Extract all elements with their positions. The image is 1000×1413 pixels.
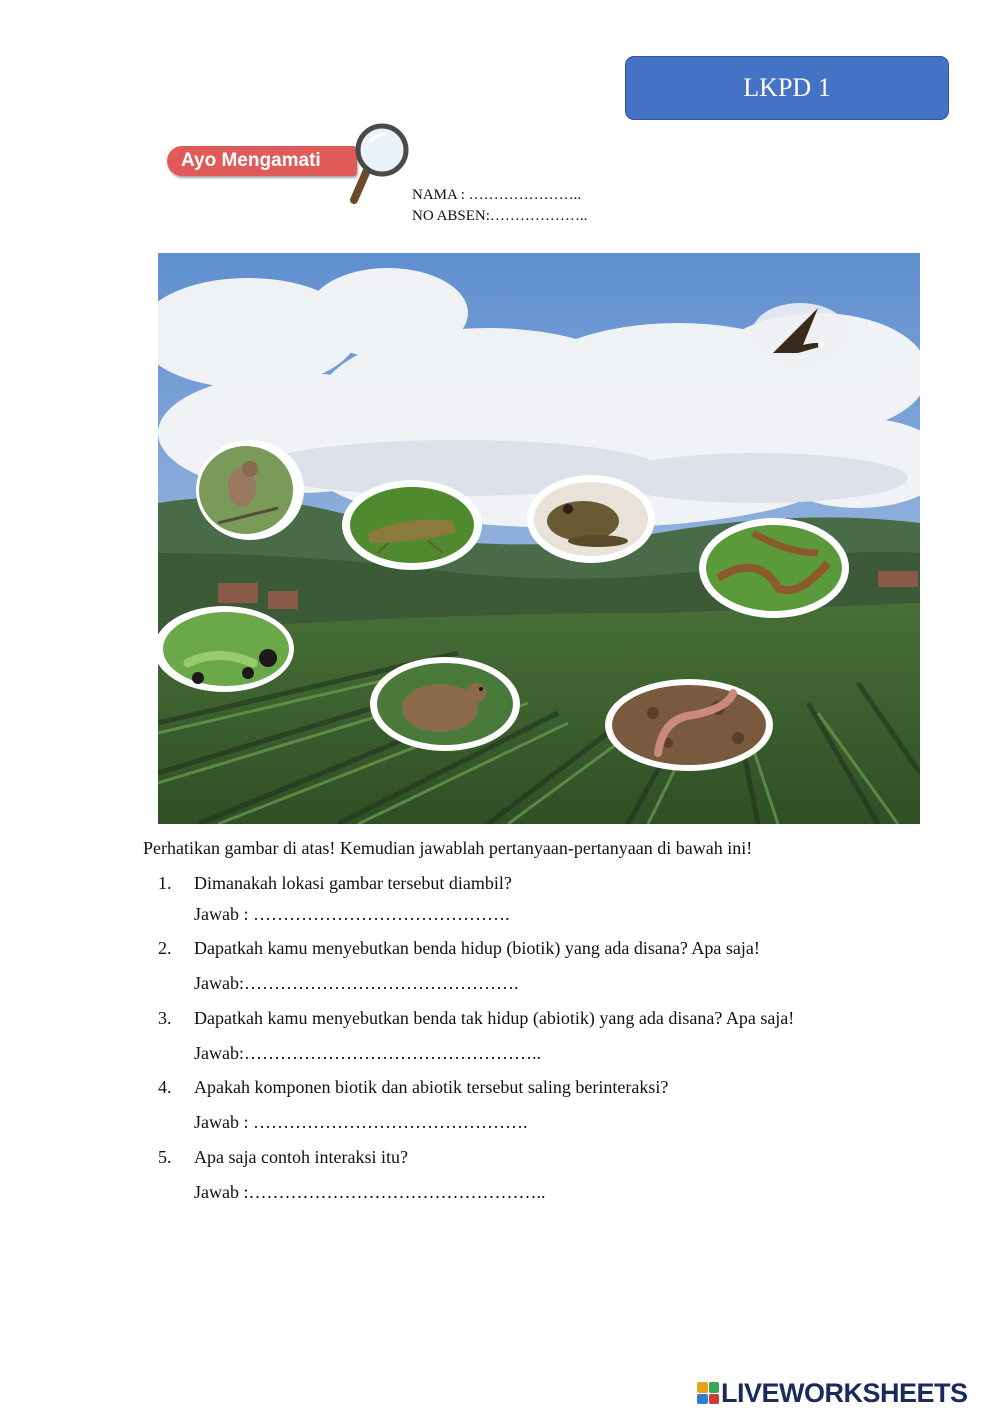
absen-field <box>412 206 587 227</box>
answer-field[interactable]: Jawab : ……………………………………. <box>194 904 510 924</box>
grasshopper-icon <box>342 480 482 570</box>
question-number: 1. <box>158 873 172 893</box>
liveworksheets-icon <box>697 1382 719 1404</box>
answer-field[interactable]: Jawab : ………………………………………. <box>194 1112 528 1132</box>
ayo-mengamati-banner: Ayo Mengamati <box>167 146 357 176</box>
question-number: 5. <box>158 1147 172 1167</box>
answer-field[interactable]: Jawab:………………………………………. <box>194 973 519 993</box>
question-number: 4. <box>158 1077 172 1097</box>
lkpd-badge: LKPD 1 <box>625 56 949 120</box>
frog-icon <box>527 475 655 563</box>
question-text: Dimanakah lokasi gambar tersebut diambil? <box>194 873 512 893</box>
liveworksheets-wordmark: LIVEWORKSHEETS <box>721 1377 968 1408</box>
question-text: Dapatkah kamu menyebutkan benda tak hidup (abiotik) yang ada disana? Apa saja! <box>194 1008 795 1028</box>
answer-field[interactable]: Jawab:………………………………………….. <box>194 1043 541 1063</box>
answer-field[interactable]: Jawab :………………………………………….. <box>194 1182 546 1202</box>
bird-icon <box>196 440 304 540</box>
eagle-icon <box>752 303 848 363</box>
absen-text: NO ABSEN:……………….. <box>412 208 588 224</box>
earthworm-icon <box>605 679 773 771</box>
question-number: 2. <box>158 938 172 958</box>
instruction-text: Perhatikan gambar di atas! Kemudian jawablah pertanyaan-pertanyaan di bawah ini! <box>143 838 753 858</box>
magnifier-icon <box>340 120 420 210</box>
name-field: NAMA : ………………….. <box>412 187 582 203</box>
snake-icon <box>699 518 849 618</box>
liveworksheets-logo[interactable] <box>697 1378 968 1408</box>
mouse-icon <box>370 657 520 751</box>
question-number: 3. <box>158 1008 172 1028</box>
question-text: Dapatkah kamu menyebutkan benda hidup (biotik) yang ada disana? Apa saja! <box>194 938 760 958</box>
caterpillar-icon <box>158 606 294 692</box>
ecosystem-scene-image <box>158 253 920 824</box>
question-text: Apa saja contoh interaksi itu? <box>194 1147 408 1167</box>
question-text: Apakah komponen biotik dan abiotik tersebut saling berinteraksi? <box>194 1077 669 1097</box>
